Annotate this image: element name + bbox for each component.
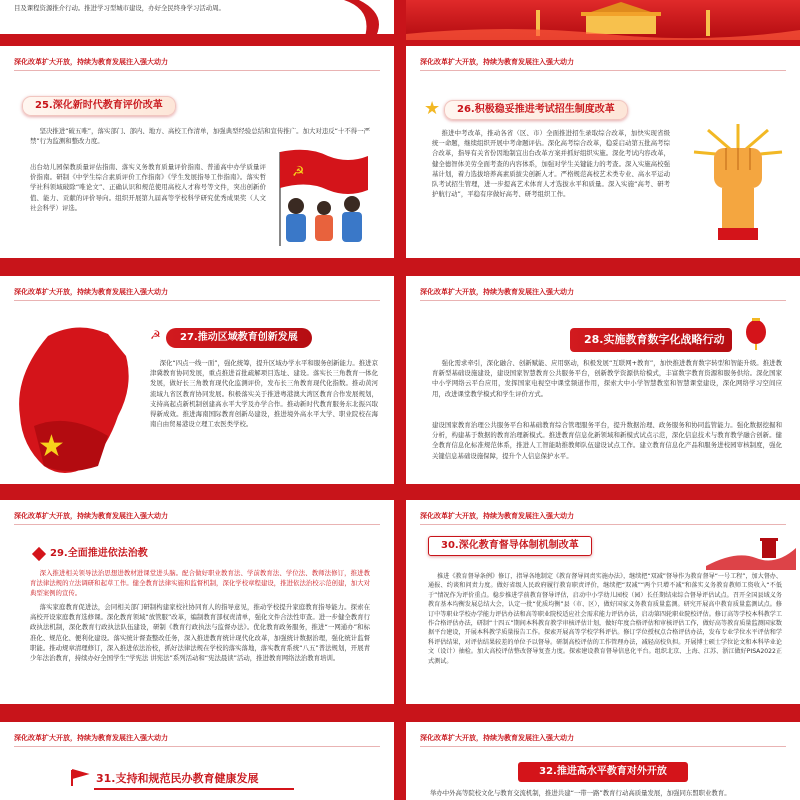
slide-title-text: 27.推动区域教育创新发展 [180, 332, 298, 343]
body-paragraph-2: 建设国家教育治理公共服务平台和基础教育综合管理服务平台，提升数据治理、政务服务和协同监管能力。强化数据挖掘和分析，构建基于数据的教育治理新模式。推进教育信息化新领域和新模式试点示范，深化信息技术与教育教学融合创新。健全教育信息化标准规范体系，推进人工智能助推教师队伍建设试点工作。建立教育信息化产品和服务进校园审核制度，强化关键信息基础设施保障，提升个人信息保护水平。 [432, 421, 782, 460]
slide-title-text: 30.深化教育督导体制机制改革 [441, 540, 579, 551]
slide-27 [0, 276, 394, 490]
footer-band [406, 704, 800, 710]
footer-band [0, 484, 394, 490]
footer-band [0, 34, 394, 40]
footer-band [0, 258, 394, 264]
slide-title [50, 544, 148, 559]
footer-band [0, 704, 394, 710]
slide-title-text: 25.深化新时代教育评价改革 [35, 100, 163, 111]
tiananmen-illustration [406, 0, 800, 40]
header-text: 深化改革扩大开放，持续为教育发展注入强大动力 [14, 512, 168, 520]
body-paragraph-2: 落实家庭教育促进法，会同相关部门研制构建家校社协同育人的指导意见，推动学校提升家庭教育指导能力。探索在高校开设家庭教育选修课。深化教育领域“放管服”改革，编制教育部权责清单，强化文件合法性审查。进一步健全教育行政执法机制，深化教育行政执法队伍建设，研制《教育行政执法与监督办法》。优化教育政务服务，推进“一网通办”和标准化、规范化、便利化建设。落实统计督查整改任务，深入推进教育统计现代化改革，加强统计数据治理，强化统计监督职能。推动规章清理修订，深入推进依法治校，抓好法律法规在学校的落实落地，落实教育系统“八五”普法规划，开展青少年法治教育，持续办好全国学生“学宪法 讲宪法”系列活动和“宪法晨读”活动，推进教育网络法治教育培训。 [30, 603, 370, 663]
slide-29 [0, 500, 394, 710]
slide-title [570, 328, 732, 352]
header-text: 深化改革扩大开放，持续为教育发展注入强大动力 [14, 288, 168, 296]
slide-title-text: 29.全面推进依法治教 [50, 548, 148, 559]
slide-header [0, 276, 394, 298]
header-divider [14, 746, 380, 747]
slide-title [22, 96, 176, 116]
slide-title-text: 32.推进高水平教育对外开放 [539, 766, 667, 777]
header-text: 深化改革扩大开放，持续为教育发展注入强大动力 [420, 512, 574, 520]
header-divider [420, 70, 786, 71]
svg-text:★: ★ [38, 429, 65, 464]
slide-title-text: 26.积极稳妥推进考试招生制度改革 [457, 104, 615, 115]
header-divider [14, 70, 380, 71]
body-paragraph-1: 推进《教育督导条例》修订，指导各地制定《教育督导问责实施办法》，继续把“双减”督导作为教育督导“一号工程”，加大督办、通报、约谈和问责力度。做好省级人民政府履行教育职责评价，继续把“双减”“两个只增不减”和落实义务教育教师工资收入“不低于”情况作为评价重点。稳步推进学前教育督导评估，启动中小学幼儿园校（园）长任期结束综合督导评估试点。召开全国县域义务教育基本均衡发展总结大会，认定一批“优质均衡”县（市、区），做好国家义务教育质量监测。研究开展高中教育质量监测试点。修订中等职业学校办学能力评估办法和高等职业院校适应社会需求能力评估办法，启动第四轮职业院校评估。修订高等学校本科教学工作合格评估办法，研制“十四五”期间本科教育教学审核评估计划，做好年度合格评估和审核评估工作，做好高等教育质量监测国家数据平台建设，开展本科教学质量报告工作。探索开展高等学校学科评估。修订学位授权点合格评估办法，发布专业学位水平评估和学科评估结果，对评估结果较差的单位予以督导。研制高校评估的工作管理办法，减轻高校负担。开展博士硕士学位论文和本科毕业论文（设计）抽检。加大高校评估整改督导复查力度。探索建设教育督导信息化平台。组织北京、上海、江苏、浙江做好PISA2022正式测试。 [428, 573, 782, 665]
svg-text:☭: ☭ [292, 164, 305, 180]
slide-32 [406, 722, 800, 800]
slide-title-text: 28.实施教育数字化战略行动 [584, 333, 725, 346]
header-divider [420, 524, 786, 525]
slide-title [444, 100, 628, 120]
flag-people-illustration [268, 142, 378, 252]
body-paragraph-1: 深入推进相关领导法治思想进教材进课堂进头脑。配合做好职业教育法、学前教育法、学位法、教师法修订，推进教育法律法规的立法调研和起草工作。健全教育法律实施和监督机制，深化学校章程建设，推进依法治校示范创建，加大对典型案例的宣传。 [30, 569, 370, 598]
slide-header [0, 722, 394, 744]
body-paragraph-1: 举办中外高等院校文化与教育交流机制，推进共建“一带一路”教育行动高质量发展，加强同东盟职业教育。 [430, 789, 731, 797]
slide-30 [406, 500, 800, 710]
body-paragraph-2: 出台幼儿园保教质量评估指南、落实义务教育质量评价指南、普通高中办学质量评价指南。研制《中学生综合素质评价工作指南》《学生发展指导工作指南》。落实哲学社科领域破除“唯论文”、正确认识和规范使用高校人才称号等文件，突出创新价值、能力、贡献的评价导向。组织开展第九届高等学校科学研究优秀成果奖（人文社会科学）评选。 [30, 163, 266, 212]
header-text: 深化改革扩大开放，持续为教育发展注入强大动力 [420, 734, 574, 742]
top-left-text: 目及课程资源推介行动。推进学习型城市建设，办好全民终身学习活动周。 [14, 4, 225, 12]
slide-header [406, 722, 800, 744]
slide-title-text: 31.支持和规范民办教育健康发展 [96, 772, 259, 785]
body-paragraph-1: 坚决推进“破五唯”，落实部门、部内、地方、高校工作清单，加强典型经验总结和宣传推广。加大对违反“十不得一严禁”行为监测和整改力度。 [30, 127, 370, 146]
slide-25 [0, 46, 394, 264]
slide-28 [406, 276, 800, 490]
great-wall-illustration [706, 530, 796, 570]
title-underline [94, 788, 294, 790]
lantern-icon [744, 316, 768, 354]
bullet-flag-icon [70, 768, 90, 788]
body-paragraph-1: 推进中考改革，推动各省（区、市）全面推进招生录取综合改革，加快实现省级统一命题，继续组织开展中考命题评估。深化高考综合改革，稳妥启动第五批高考综合改革，指导有关省份因地制宜出台改革方案并抓好组织实施。深化考试内容改革，健全德智体美劳全面考查的内容体系，加强对学生关键能力的考查。深入实施高校强基计划，着力选拔培养高素质拔尖创新人才。严格规范高校艺术类专业、高水平运动队考试招生管理，进一步提高艺术体育人才选拔水平和质量。深入实施“高考、研考护航行动”，平稳有序做好高考、研考组织工作。 [432, 129, 670, 199]
party-emblem-icon: ☭ [150, 328, 161, 342]
star-icon: ★ [424, 98, 441, 119]
slide-title [96, 770, 259, 786]
slide-top-left-partial [0, 0, 394, 40]
footer-band [406, 258, 800, 264]
header-text: 深化改革扩大开放，持续为教育发展注入强大动力 [14, 58, 168, 66]
header-divider [14, 300, 380, 301]
body-paragraph-1: 强化需求牵引，深化融合、创新赋能、应用驱动，积极发展“互联网+教育”，加快推进教育数字转型和智能升级。推进教育新型基础设施建设，建设国家智慧教育公共服务平台，创新教学资源供给模式，丰富数字教育资源和服务供给。深化国家中小学网络云平台应用，发挥国家电视空中课堂频道作用，探索大中小学智慧教室和智慧课堂建设，深化网络学习空间应用，改进课堂教学模式和学生评价方式。 [432, 359, 782, 398]
header-text: 深化改革扩大开放，持续为教育发展注入强大动力 [420, 58, 574, 66]
slide-header [406, 500, 800, 522]
slide-header [0, 46, 394, 68]
header-divider [420, 746, 786, 747]
slide-title [166, 328, 312, 348]
header-divider [14, 524, 380, 525]
raised-fist-icon [688, 116, 788, 246]
slide-top-right-partial [406, 0, 800, 40]
china-map-flag-illustration [8, 316, 138, 486]
body-paragraph-1: 深化“四点一线一面”，强化统筹，提升区域办学水平和服务创新能力。推进京津冀教育协同发展，重点推进首批疏解项目选址、建设。落实长三角教育一体化发展，做好长三角教育现代化监测评价，发布长三角教育现代化指数。推动黄河流域九省区教育协同发展。积极落实关于推进粤港澳大湾区教育合作发展规划，支持高起点新机制创建高水平大学及办学合作。推动新时代教育服务东北振兴取得新成效。推进海南国际教育创新岛建设，推进境外高水平大学、职业院校在海南自由贸易港设立理工农医类学校。 [150, 359, 378, 429]
slide-31 [0, 722, 394, 800]
bullet-diamond-icon [32, 547, 46, 561]
slide-26 [406, 46, 800, 264]
slide-header [406, 276, 800, 298]
header-text: 深化改革扩大开放，持续为教育发展注入强大动力 [14, 734, 168, 742]
footer-band [406, 484, 800, 490]
header-divider [420, 300, 786, 301]
slide-header [406, 46, 800, 68]
slide-title [428, 536, 592, 556]
slide-header [0, 500, 394, 522]
slide-title [518, 762, 688, 782]
header-text: 深化改革扩大开放，持续为教育发展注入强大动力 [420, 288, 574, 296]
